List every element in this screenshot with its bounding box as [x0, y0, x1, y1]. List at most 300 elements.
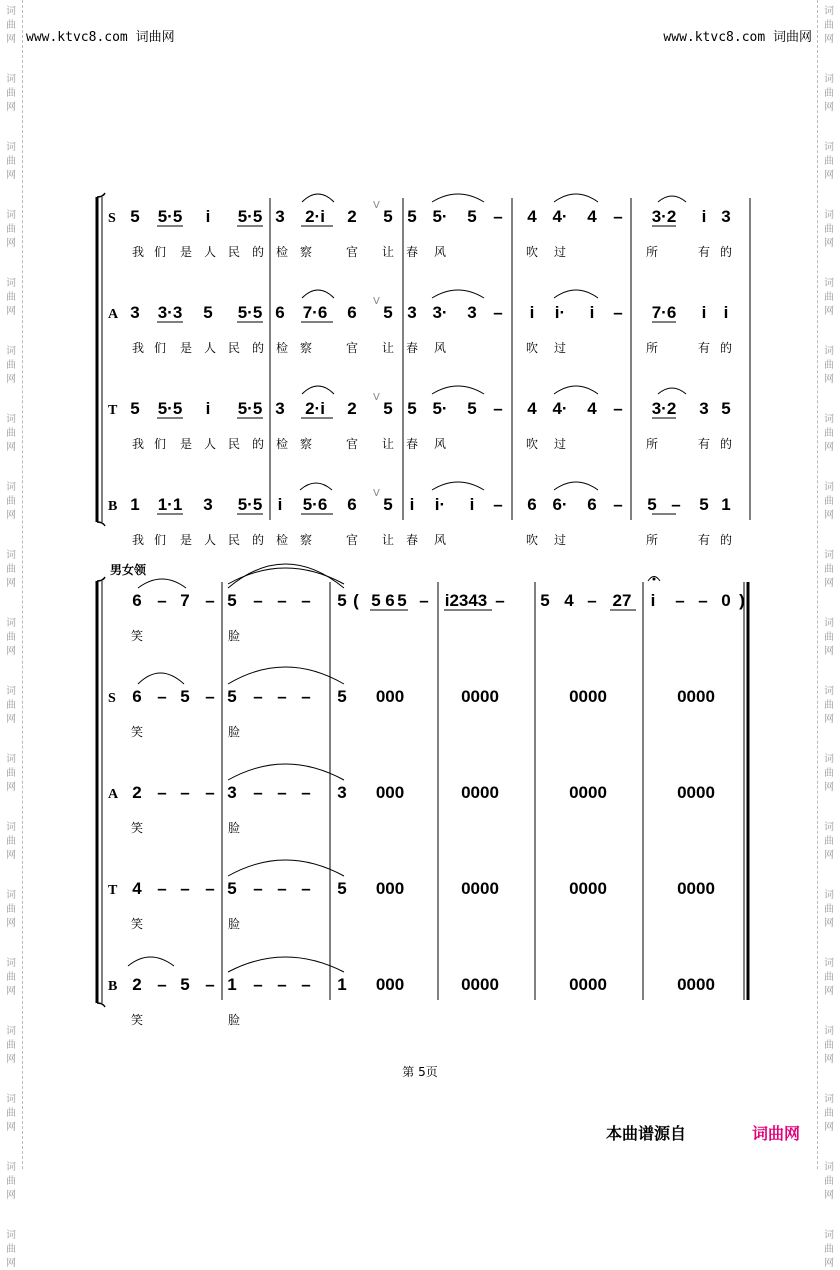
- note-lead: i2343: [444, 591, 488, 610]
- lyric-s1-row2: 春: [405, 437, 419, 451]
- lyric-s1-row0: 吹: [525, 245, 539, 259]
- watermark-char: 词: [824, 414, 834, 425]
- note-s2-S: –: [301, 687, 311, 706]
- watermark-char: 网: [6, 306, 16, 317]
- note-s1-T: 5·: [432, 399, 448, 418]
- lyric-s1-row0: 们: [153, 245, 167, 259]
- rest-group-S: 000: [375, 687, 405, 706]
- watermark-char: 词: [824, 686, 834, 697]
- note-s1-T: 5·5: [157, 399, 183, 418]
- note-s1-S: 5: [467, 207, 477, 226]
- note-s2-A: –: [277, 783, 287, 802]
- watermark-char: 词: [6, 1026, 16, 1037]
- note-s1-B: 5·6: [302, 495, 328, 514]
- lyric-s1-row2: 的: [719, 437, 733, 451]
- note-s2-T: –: [205, 879, 215, 898]
- note-s1-T: 5: [721, 399, 731, 418]
- note-s2-B: 2: [132, 975, 142, 994]
- watermark-char: 词: [6, 550, 16, 561]
- note-s1-B: –: [671, 495, 681, 514]
- watermark-char: 网: [824, 986, 834, 997]
- note-s2-B: 5: [180, 975, 190, 994]
- note-s1-B: 5: [647, 495, 657, 514]
- note-s1-S: 5: [407, 207, 417, 226]
- svg-text:V: V: [373, 296, 380, 307]
- note-s1-T: 2: [347, 399, 357, 418]
- note-s2-S: –: [157, 687, 167, 706]
- note-s1-S: 5·: [432, 207, 448, 226]
- note-lead: –: [587, 591, 597, 610]
- system1-notes: [130, 207, 733, 514]
- note-s1-T: 4·: [552, 399, 568, 418]
- note-s1-A: 6: [347, 303, 357, 322]
- watermark-char: 网: [824, 1258, 834, 1269]
- watermark-char: 网: [824, 374, 834, 385]
- watermark-char: 网: [6, 1054, 16, 1065]
- lyric-s1-row2: 让: [381, 437, 395, 451]
- rest-group-S: 0000: [461, 687, 499, 706]
- note-s1-T: 3: [699, 399, 709, 418]
- watermark-char: 曲: [6, 1108, 16, 1119]
- note-s1-T: –: [493, 399, 503, 418]
- note-s2-S: 5: [180, 687, 190, 706]
- note-s1-A: i: [723, 303, 729, 322]
- watermark-char: 词: [6, 142, 16, 153]
- lyric-s1-row2: 人: [203, 437, 217, 451]
- watermark-char: 网: [6, 510, 16, 521]
- lyric-s1-row3: 吹: [525, 533, 539, 547]
- page-number: 第 5页: [402, 1065, 438, 1079]
- rest-group-T: 0000: [677, 879, 715, 898]
- note-s1-S: 4: [527, 207, 537, 226]
- note-s1-B: 6: [587, 495, 597, 514]
- watermark-char: 网: [824, 238, 834, 249]
- note-s1-T: 4: [527, 399, 537, 418]
- note-s1-T: 5·5: [237, 399, 263, 418]
- note-s1-T: 5: [383, 399, 393, 418]
- watermark-char: 词: [6, 74, 16, 85]
- note-s1-A: 5: [203, 303, 213, 322]
- watermark-char: 曲: [824, 564, 834, 575]
- watermark-char: 曲: [6, 564, 16, 575]
- watermark-char: 网: [6, 850, 16, 861]
- watermark-char: 词: [824, 1162, 834, 1173]
- note-s1-B: 6: [347, 495, 357, 514]
- lyric-s1-row0: 过: [553, 245, 567, 259]
- watermark-char: 网: [6, 102, 16, 113]
- lyric-s1-row0: 察: [299, 245, 313, 259]
- watermark-char: 词: [824, 890, 834, 901]
- watermark-char: 曲: [6, 1176, 16, 1187]
- watermark-char: 词: [824, 754, 834, 765]
- rest-group-S: 0000: [677, 687, 715, 706]
- watermark-char: 网: [824, 510, 834, 521]
- lyric-s1-row0: 的: [719, 245, 733, 259]
- lyric-s1-row1: 春: [405, 341, 419, 355]
- watermark-char: 词: [824, 1230, 834, 1241]
- lyric-s1-row3: 们: [153, 533, 167, 547]
- note-s2-T: 4: [132, 879, 142, 898]
- watermark-char: 词: [824, 346, 834, 357]
- lyric-s2-A: 笑: [130, 821, 144, 835]
- note-s1-A: 3: [467, 303, 477, 322]
- watermark-char: 曲: [824, 972, 834, 983]
- watermark-char: 词: [824, 1094, 834, 1105]
- lyric-s1-row0: 是: [179, 245, 193, 259]
- note-s1-B: –: [613, 495, 623, 514]
- rest-group-S: 0000: [569, 687, 607, 706]
- note-s1-S: 2·i: [305, 207, 325, 226]
- lyric-s1-row3: 过: [553, 533, 567, 547]
- note-lead: 5: [397, 591, 407, 610]
- watermark-char: 曲: [6, 768, 16, 779]
- watermark-char: 词: [6, 618, 16, 629]
- lyric-s1-row2: 察: [299, 437, 313, 451]
- watermark-char: 词: [6, 754, 16, 765]
- system2-slurs: [128, 564, 347, 972]
- rest-group-A: 000: [375, 783, 405, 802]
- watermark-char: 曲: [824, 88, 834, 99]
- watermark-char: 曲: [824, 1108, 834, 1119]
- watermark-char: 词: [6, 958, 16, 969]
- system1-frame: [97, 193, 750, 526]
- watermark-char: 曲: [6, 700, 16, 711]
- watermark-char: 网: [824, 1122, 834, 1133]
- watermark-char: 网: [6, 646, 16, 657]
- watermark-char: 网: [6, 442, 16, 453]
- lyric-s2-S: 笑: [130, 725, 144, 739]
- rest-group-B: 0000: [461, 975, 499, 994]
- note-lead: i: [650, 591, 656, 610]
- lyric-s1-row1: 风: [433, 341, 447, 355]
- note-s2-S: –: [277, 687, 287, 706]
- lyric-s1-row2: 们: [153, 437, 167, 451]
- note-lead: –: [157, 591, 167, 610]
- note-s1-A: 6: [275, 303, 285, 322]
- watermark-char: 曲: [824, 496, 834, 507]
- part-label-s1-S: S: [108, 211, 116, 226]
- note-s1-S: 5·5: [157, 207, 183, 226]
- note-lead: –: [205, 591, 215, 610]
- footer-source-label: 本曲谱源自: [606, 1124, 687, 1143]
- note-s1-A: –: [493, 303, 503, 322]
- note-lead: 5: [371, 591, 381, 610]
- note-s2-T: 5: [337, 879, 347, 898]
- lyric-s1-row1: 察: [299, 341, 313, 355]
- rest-group-B: 000: [375, 975, 405, 994]
- watermark-char: 曲: [824, 428, 834, 439]
- note-s1-A: i: [589, 303, 595, 322]
- header-right-site[interactable]: www.ktvc8.com 词曲网: [663, 30, 812, 45]
- note-s1-S: 2: [347, 207, 357, 226]
- lyric-s1-row1: 让: [381, 341, 395, 355]
- watermark-char: 曲: [6, 224, 16, 235]
- note-s1-B: i·: [434, 495, 446, 514]
- watermark-char: 网: [6, 918, 16, 929]
- svg-text:V: V: [373, 488, 380, 499]
- note-lead: –: [277, 591, 287, 610]
- watermark-char: 网: [824, 306, 834, 317]
- note-s2-A: –: [180, 783, 190, 802]
- watermark-char: 曲: [824, 632, 834, 643]
- note-s1-S: i: [701, 207, 707, 226]
- lyric-lead: 脸: [227, 629, 241, 643]
- watermark-char: 曲: [6, 972, 16, 983]
- note-s1-T: 3·2: [651, 399, 677, 418]
- lyric-s2-S: 脸: [227, 725, 241, 739]
- watermark-char: 词: [6, 346, 16, 357]
- lyric-lead: 笑: [130, 629, 144, 643]
- watermark-char: 网: [6, 578, 16, 589]
- rest-group-A: 0000: [677, 783, 715, 802]
- note-lead: 4: [564, 591, 574, 610]
- part-label-s2-B: B: [108, 979, 118, 994]
- watermark-char: 曲: [824, 904, 834, 915]
- lyric-s1-row2: 有: [697, 437, 711, 451]
- lyric-s1-row2: 检: [275, 437, 289, 451]
- note-s1-T: i: [205, 399, 211, 418]
- note-s1-B: 1: [130, 495, 140, 514]
- footer-brand-link[interactable]: 词曲网: [752, 1124, 801, 1143]
- lyric-s1-row0: 民: [227, 245, 241, 259]
- watermark-char: 词: [824, 210, 834, 221]
- rest-group-B: 0000: [677, 975, 715, 994]
- lyric-s1-row0: 春: [405, 245, 419, 259]
- watermark-char: 网: [6, 238, 16, 249]
- watermark-char: 词: [824, 142, 834, 153]
- part-label-s2-A: A: [108, 787, 119, 802]
- part-label-s2-S: S: [108, 691, 116, 706]
- note-lead: (: [353, 591, 359, 610]
- note-s1-A: 7·6: [651, 303, 677, 322]
- watermark-char: 曲: [824, 1176, 834, 1187]
- part-label-s1-T: T: [108, 403, 118, 418]
- lyric-s1-row1: 检: [275, 341, 289, 355]
- note-s1-T: 3: [275, 399, 285, 418]
- watermark-char: 曲: [824, 20, 834, 31]
- note-lead: 5: [540, 591, 550, 610]
- watermark-char: 词: [6, 890, 16, 901]
- note-lead: 27: [612, 591, 632, 610]
- note-lead: 7: [180, 591, 190, 610]
- part-label-s1-A: A: [108, 307, 119, 322]
- note-s2-B: –: [301, 975, 311, 994]
- rest-group-T: 000: [375, 879, 405, 898]
- note-lead: 6: [385, 591, 395, 610]
- watermark-char: 曲: [6, 1040, 16, 1051]
- fermata-icon: [648, 577, 660, 582]
- watermark-char: 词: [824, 278, 834, 289]
- header-left-site[interactable]: www.ktvc8.com 词曲网: [26, 30, 175, 45]
- watermark-char: 网: [6, 374, 16, 385]
- watermark-char: 网: [6, 170, 16, 181]
- system1-lyrics: [132, 244, 732, 547]
- lyric-s1-row3: 是: [179, 533, 193, 547]
- watermark-char: 网: [6, 714, 16, 725]
- note-s1-B: 3: [203, 495, 213, 514]
- watermark-char: 曲: [6, 428, 16, 439]
- lyric-s1-row1: 所: [645, 341, 659, 355]
- note-s1-B: 6·: [552, 495, 568, 514]
- note-s1-S: 3: [721, 207, 731, 226]
- note-s1-A: i·: [554, 303, 566, 322]
- note-s1-T: –: [613, 399, 623, 418]
- note-s2-B: –: [205, 975, 215, 994]
- lyric-s1-row3: 的: [719, 533, 733, 547]
- lyric-s1-row2: 风: [433, 437, 447, 451]
- watermark-char: 词: [824, 618, 834, 629]
- lyric-s1-row1: 我: [131, 341, 145, 355]
- watermark-char: 网: [6, 1122, 16, 1133]
- watermark-char: 曲: [6, 20, 16, 31]
- part-label-s1-B: B: [108, 499, 118, 514]
- note-s1-A: 3·3: [157, 303, 183, 322]
- watermark-char: 网: [824, 102, 834, 113]
- lyric-s1-row1: 过: [553, 341, 567, 355]
- note-s1-T: 5: [467, 399, 477, 418]
- lyric-s1-row0: 检: [275, 245, 289, 259]
- lyric-s1-row2: 是: [179, 437, 193, 451]
- note-s2-B: –: [253, 975, 263, 994]
- watermark-char: 网: [824, 782, 834, 793]
- note-s1-S: 5: [130, 207, 140, 226]
- lyric-s1-row1: 是: [179, 341, 193, 355]
- note-s1-S: i: [205, 207, 211, 226]
- note-s2-B: 1: [227, 975, 237, 994]
- note-lead: –: [253, 591, 263, 610]
- note-s2-T: 5: [227, 879, 237, 898]
- note-lead: –: [675, 591, 685, 610]
- note-s1-B: 5: [383, 495, 393, 514]
- rest-group-A: 0000: [569, 783, 607, 802]
- watermark-char: 词: [6, 6, 16, 17]
- watermark-char: 曲: [824, 360, 834, 371]
- note-lead: 5: [227, 591, 237, 610]
- note-s2-T: –: [180, 879, 190, 898]
- watermark-char: 词: [824, 958, 834, 969]
- note-s2-S: 5: [227, 687, 237, 706]
- note-s1-B: 1·1: [157, 495, 183, 514]
- note-s2-B: –: [277, 975, 287, 994]
- lyric-s1-row2: 民: [227, 437, 241, 451]
- watermark-char: 曲: [6, 292, 16, 303]
- lyric-s1-row0: 让: [381, 245, 395, 259]
- watermark-char: 词: [824, 822, 834, 833]
- lyric-s1-row1: 吹: [525, 341, 539, 355]
- lyric-s2-B: 笑: [130, 1013, 144, 1027]
- note-s2-S: 5: [337, 687, 347, 706]
- lyric-s1-row3: 让: [381, 533, 395, 547]
- note-s1-T: 5: [130, 399, 140, 418]
- lyric-s1-row3: 察: [299, 533, 313, 547]
- watermark-char: 网: [824, 442, 834, 453]
- watermark-char: 网: [824, 34, 834, 45]
- lyric-s1-row3: 我: [131, 533, 145, 547]
- lyric-s1-row2: 的: [251, 437, 265, 451]
- watermark-char: 曲: [6, 88, 16, 99]
- note-s2-A: –: [253, 783, 263, 802]
- note-s1-S: –: [493, 207, 503, 226]
- lyric-s2-A: 脸: [227, 821, 241, 835]
- watermark-char: 词: [6, 278, 16, 289]
- note-s2-A: –: [157, 783, 167, 802]
- note-s1-A: i: [529, 303, 535, 322]
- watermark-char: 曲: [6, 360, 16, 371]
- note-lead: –: [419, 591, 429, 610]
- note-s1-T: 4: [587, 399, 597, 418]
- watermark-char: 曲: [824, 292, 834, 303]
- note-s1-S: 5·5: [237, 207, 263, 226]
- note-s1-B: 1: [721, 495, 731, 514]
- lyric-s1-row0: 的: [251, 245, 265, 259]
- note-lead: –: [698, 591, 708, 610]
- watermark-char: 曲: [824, 1040, 834, 1051]
- note-s1-S: 3·2: [651, 207, 677, 226]
- watermark-char: 网: [6, 782, 16, 793]
- note-s2-S: –: [253, 687, 263, 706]
- lyric-s1-row1: 们: [153, 341, 167, 355]
- lyric-s2-B: 脸: [227, 1013, 241, 1027]
- note-s1-A: 3·: [432, 303, 448, 322]
- watermark-char: 曲: [6, 632, 16, 643]
- watermark-char: 曲: [824, 836, 834, 847]
- note-s1-A: 3: [407, 303, 417, 322]
- rest-group-T: 0000: [461, 879, 499, 898]
- rest-group-A: 0000: [461, 783, 499, 802]
- note-s1-T: 5: [407, 399, 417, 418]
- watermark-char: 网: [824, 714, 834, 725]
- note-lead: –: [495, 591, 505, 610]
- lyric-s1-row3: 所: [645, 533, 659, 547]
- watermark-char: 词: [6, 822, 16, 833]
- lyric-s2-T: 笑: [130, 917, 144, 931]
- note-s1-A: 3: [130, 303, 140, 322]
- lyric-s1-row3: 的: [251, 533, 265, 547]
- lyric-s1-row1: 的: [719, 341, 733, 355]
- lyric-s1-row0: 人: [203, 245, 217, 259]
- note-s2-T: –: [277, 879, 287, 898]
- note-s1-B: –: [493, 495, 503, 514]
- lyric-s1-row1: 有: [697, 341, 711, 355]
- watermark-char: 曲: [824, 1244, 834, 1255]
- note-s2-A: –: [301, 783, 311, 802]
- watermark-char: 词: [6, 1162, 16, 1173]
- watermark-char: 词: [6, 482, 16, 493]
- watermark-char: 网: [824, 170, 834, 181]
- rest-group-T: 0000: [569, 879, 607, 898]
- lyric-s1-row3: 春: [405, 533, 419, 547]
- rest-group-B: 0000: [569, 975, 607, 994]
- watermark-char: 网: [824, 850, 834, 861]
- note-s1-A: 5: [383, 303, 393, 322]
- note-s1-S: 3: [275, 207, 285, 226]
- lyric-s1-row0: 有: [697, 245, 711, 259]
- lyric-s1-row0: 官: [345, 245, 359, 259]
- note-s1-B: i: [469, 495, 475, 514]
- system2-frame: [97, 577, 748, 1007]
- watermark-char: 曲: [824, 700, 834, 711]
- watermark-char: 曲: [824, 224, 834, 235]
- note-lead: 5: [337, 591, 347, 610]
- note-s2-T: –: [301, 879, 311, 898]
- watermark-char: 词: [6, 1094, 16, 1105]
- note-s1-A: 5·5: [237, 303, 263, 322]
- note-s2-A: 3: [337, 783, 347, 802]
- note-s2-A: –: [205, 783, 215, 802]
- note-lead: 6: [132, 591, 142, 610]
- watermark-char: 网: [824, 1190, 834, 1201]
- watermark-char: 网: [6, 34, 16, 45]
